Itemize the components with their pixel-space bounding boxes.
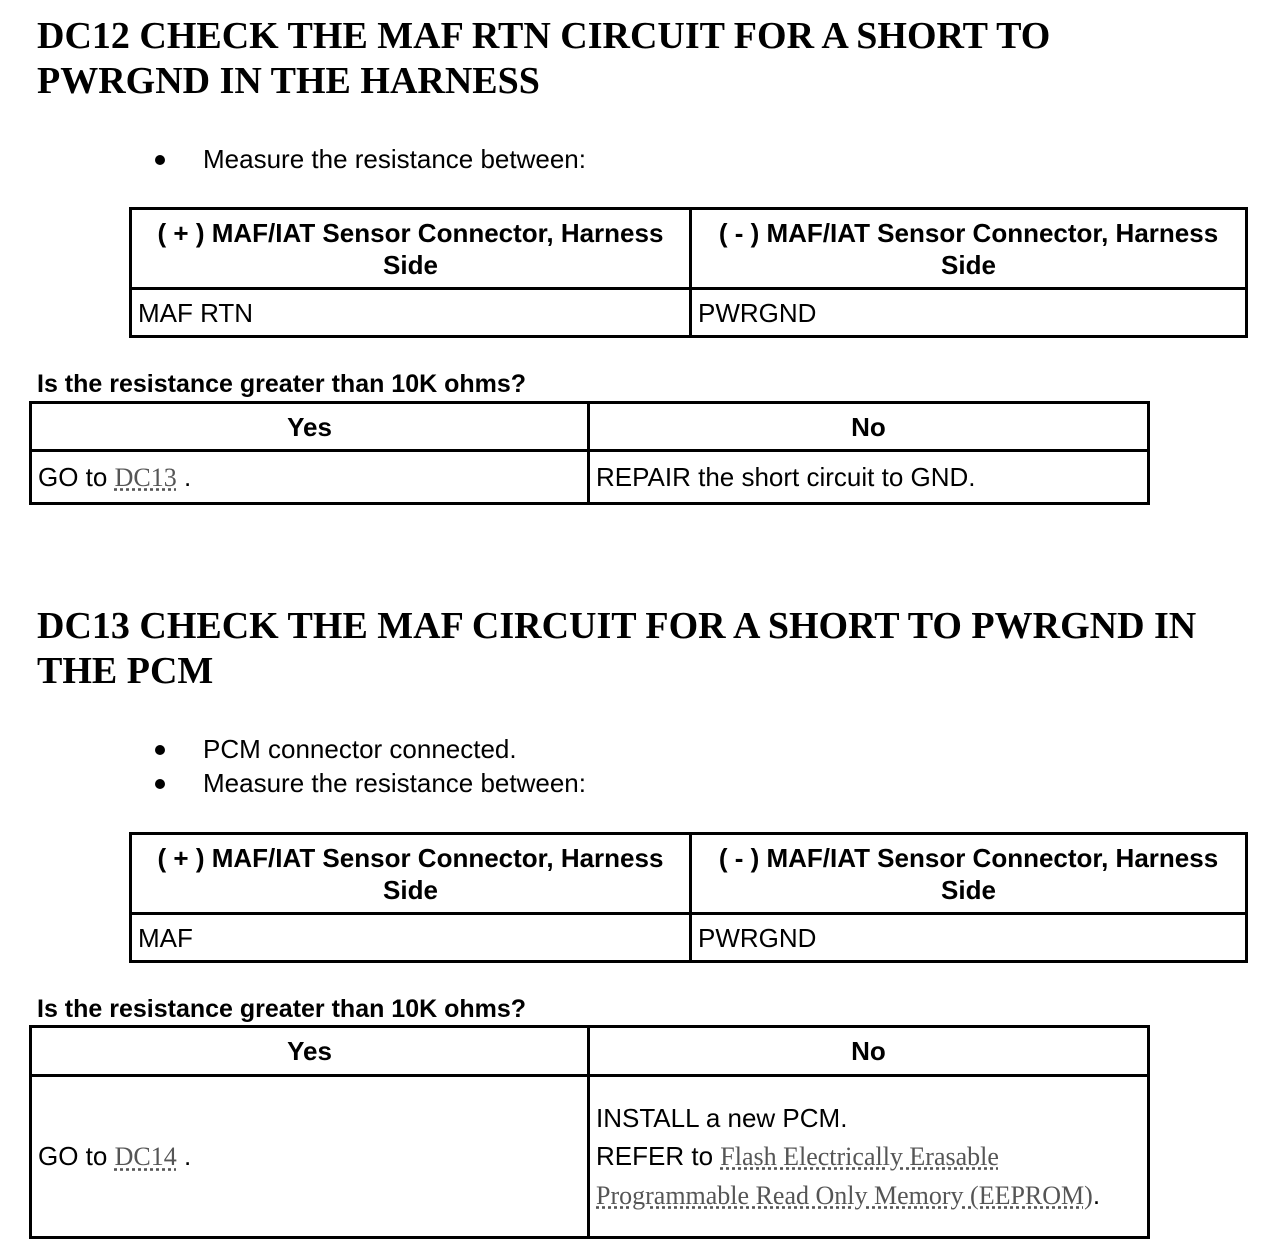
eeprom-link[interactable]: Flash Electrically Erasable Programmable Read Only Memory (EEPROM) — [596, 1141, 1093, 1210]
dc13-positive-cell: MAF — [131, 914, 691, 962]
dc12-question: Is the resistance greater than 10K ohms? — [37, 370, 527, 398]
dc13-negative-header: ( - ) MAF/IAT Sensor Connector, Harness Side — [691, 834, 1247, 914]
dc13-refer-prefix: REFER to — [596, 1140, 714, 1171]
dc13-bullet-list — [155, 732, 586, 800]
dc12-yes-prefix: GO to — [38, 461, 108, 492]
dc13-no-cell — [589, 1076, 1149, 1238]
dc13-positive-header: ( + ) MAF/IAT Sensor Connector, Harness Side — [131, 834, 691, 914]
dc12-positive-header: ( + ) MAF/IAT Sensor Connector, Harness Side — [131, 209, 691, 289]
dc12-positive-cell: MAF RTN — [131, 289, 691, 337]
dc12-no-cell: REPAIR the short circuit to GND. — [589, 451, 1149, 504]
dc12-yes-suffix: . — [183, 461, 192, 492]
dc13-heading: DC13 CHECK THE MAF CIRCUIT FOR A SHORT TO PWRGND IN THE PCM — [37, 605, 1197, 692]
dc12-result-table — [29, 401, 1150, 505]
dc14-link[interactable]: DC14 — [114, 1142, 177, 1171]
dc13-question: Is the resistance greater than 10K ohms? — [37, 995, 527, 1023]
dc13-yes-suffix: . — [183, 1141, 192, 1171]
dc13-no-suffix: . — [1092, 1179, 1101, 1210]
dc12-bullet-list — [155, 142, 586, 176]
dc12-yes-header: Yes — [31, 403, 589, 451]
dc13-yes-cell — [31, 1076, 589, 1238]
dc12-measure-table — [129, 207, 1248, 338]
dc13-measure-table — [129, 832, 1248, 963]
dc12-heading: DC12 CHECK THE MAF RTN CIRCUIT FOR A SHORT TO PWRGND IN THE HARNESS — [37, 15, 1051, 102]
dc13-yes-header: Yes — [31, 1027, 589, 1076]
dc13-no-line2 — [596, 1137, 1141, 1215]
dc13-result-table — [29, 1025, 1150, 1239]
dc12-negative-header: ( - ) MAF/IAT Sensor Connector, Harness Side — [691, 209, 1247, 289]
dc13-no-header: No — [589, 1027, 1149, 1076]
dc12-negative-cell: PWRGND — [691, 289, 1247, 337]
dc13-no-line1: INSTALL a new PCM. — [596, 1102, 848, 1133]
dc12-yes-cell — [31, 451, 589, 504]
dc13-bullet-item: PCM connector connected. — [155, 732, 586, 766]
dc13-negative-cell: PWRGND — [691, 914, 1247, 962]
dc12-bullet-item: Measure the resistance between: — [155, 142, 586, 176]
dc13-yes-prefix: GO to — [38, 1141, 108, 1171]
dc13-bullet-item: Measure the resistance between: — [155, 766, 586, 800]
dc12-no-header: No — [589, 403, 1149, 451]
dc13-link[interactable]: DC13 — [114, 462, 177, 492]
